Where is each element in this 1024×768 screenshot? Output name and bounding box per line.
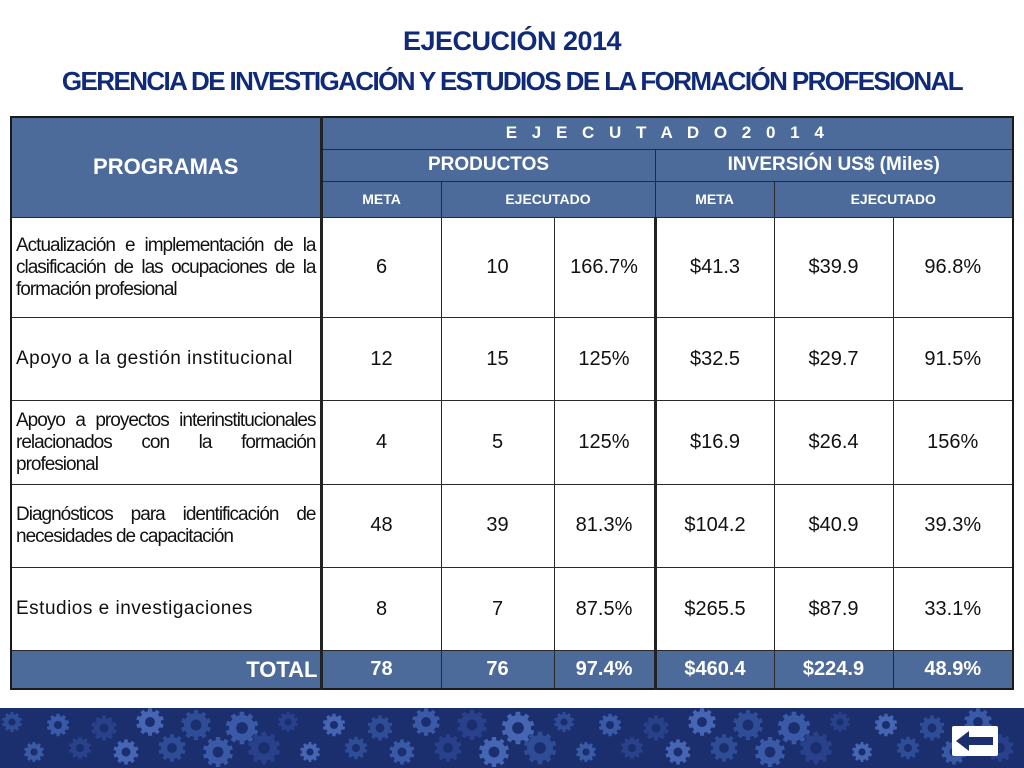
products-executed-header: EJECUTADO xyxy=(441,181,655,217)
products-executed: 39 xyxy=(441,484,554,567)
total-investment-meta: $460.4 xyxy=(655,651,774,689)
page-title: EJECUCIÓN 2014 xyxy=(402,26,622,56)
investment-percent: 96.8% xyxy=(893,217,1013,317)
table-row xyxy=(11,318,1013,401)
products-percent: 125% xyxy=(554,318,655,401)
total-investment-percent: 48.9% xyxy=(893,651,1013,689)
products-percent: 166.7% xyxy=(554,217,655,317)
products-executed: 7 xyxy=(441,568,554,651)
products-meta: 6 xyxy=(321,217,441,317)
program-name: Apoyo a proyectos interinstitucionales relacionados con la formación profesional xyxy=(11,401,321,484)
total-products-meta: 78 xyxy=(321,651,441,689)
products-meta: 8 xyxy=(321,568,441,651)
program-name: Apoyo a la gestión institucional xyxy=(11,318,321,401)
investment-executed: $29.7 xyxy=(774,318,893,401)
products-percent: 81.3% xyxy=(554,484,655,567)
total-label: TOTAL xyxy=(11,651,321,689)
total-products-executed: 76 xyxy=(441,651,554,689)
investment-percent: 33.1% xyxy=(893,568,1013,651)
investment-meta-header: META xyxy=(655,181,774,217)
investment-executed: $26.4 xyxy=(774,401,893,484)
page-subtitle: GERENCIA DE INVESTIGACIÓN Y ESTUDIOS DE LA FORMACIÓN PROFESIONAL xyxy=(61,66,963,96)
investment-meta: $265.5 xyxy=(655,568,774,651)
total-investment-executed: $224.9 xyxy=(774,651,893,689)
execution-table xyxy=(10,116,1014,690)
gear-pattern xyxy=(0,708,1024,768)
products-percent: 125% xyxy=(554,401,655,484)
programs-header: PROGRAMAS xyxy=(11,117,321,217)
investment-meta: $32.5 xyxy=(655,318,774,401)
table-row xyxy=(11,401,1013,484)
investment-executed-header: EJECUTADO xyxy=(774,181,1013,217)
back-arrow-icon[interactable] xyxy=(952,726,998,756)
investment-executed: $39.9 xyxy=(774,217,893,317)
investment-header: INVERSIÓN US$ (Miles) xyxy=(655,149,1013,181)
products-meta: 12 xyxy=(321,318,441,401)
footer-banner xyxy=(0,708,1024,768)
products-executed: 5 xyxy=(441,401,554,484)
total-row xyxy=(11,651,1013,689)
program-name: Diagnósticos para identificación de necesidades de capacitación xyxy=(11,484,321,567)
investment-percent: 156% xyxy=(893,401,1013,484)
products-percent: 87.5% xyxy=(554,568,655,651)
products-meta-header: META xyxy=(321,181,441,217)
investment-meta: $16.9 xyxy=(655,401,774,484)
program-name: Actualización e implementación de la clasificación de las ocupaciones de la formación profesional xyxy=(11,217,321,317)
products-header: PRODUCTOS xyxy=(321,149,655,181)
investment-executed: $87.9 xyxy=(774,568,893,651)
total-products-percent: 97.4% xyxy=(554,651,655,689)
investment-meta: $104.2 xyxy=(655,484,774,567)
products-executed: 10 xyxy=(441,217,554,317)
table-row xyxy=(11,217,1013,317)
table-row xyxy=(11,484,1013,567)
executed-2014-header: E J E C U T A D O 2 0 1 4 xyxy=(321,117,1013,149)
investment-percent: 39.3% xyxy=(893,484,1013,567)
investment-meta: $41.3 xyxy=(655,217,774,317)
investment-percent: 91.5% xyxy=(893,318,1013,401)
products-meta: 4 xyxy=(321,401,441,484)
program-name: Estudios e investigaciones xyxy=(11,568,321,651)
products-executed: 15 xyxy=(441,318,554,401)
table-row xyxy=(11,568,1013,651)
investment-executed: $40.9 xyxy=(774,484,893,567)
products-meta: 48 xyxy=(321,484,441,567)
